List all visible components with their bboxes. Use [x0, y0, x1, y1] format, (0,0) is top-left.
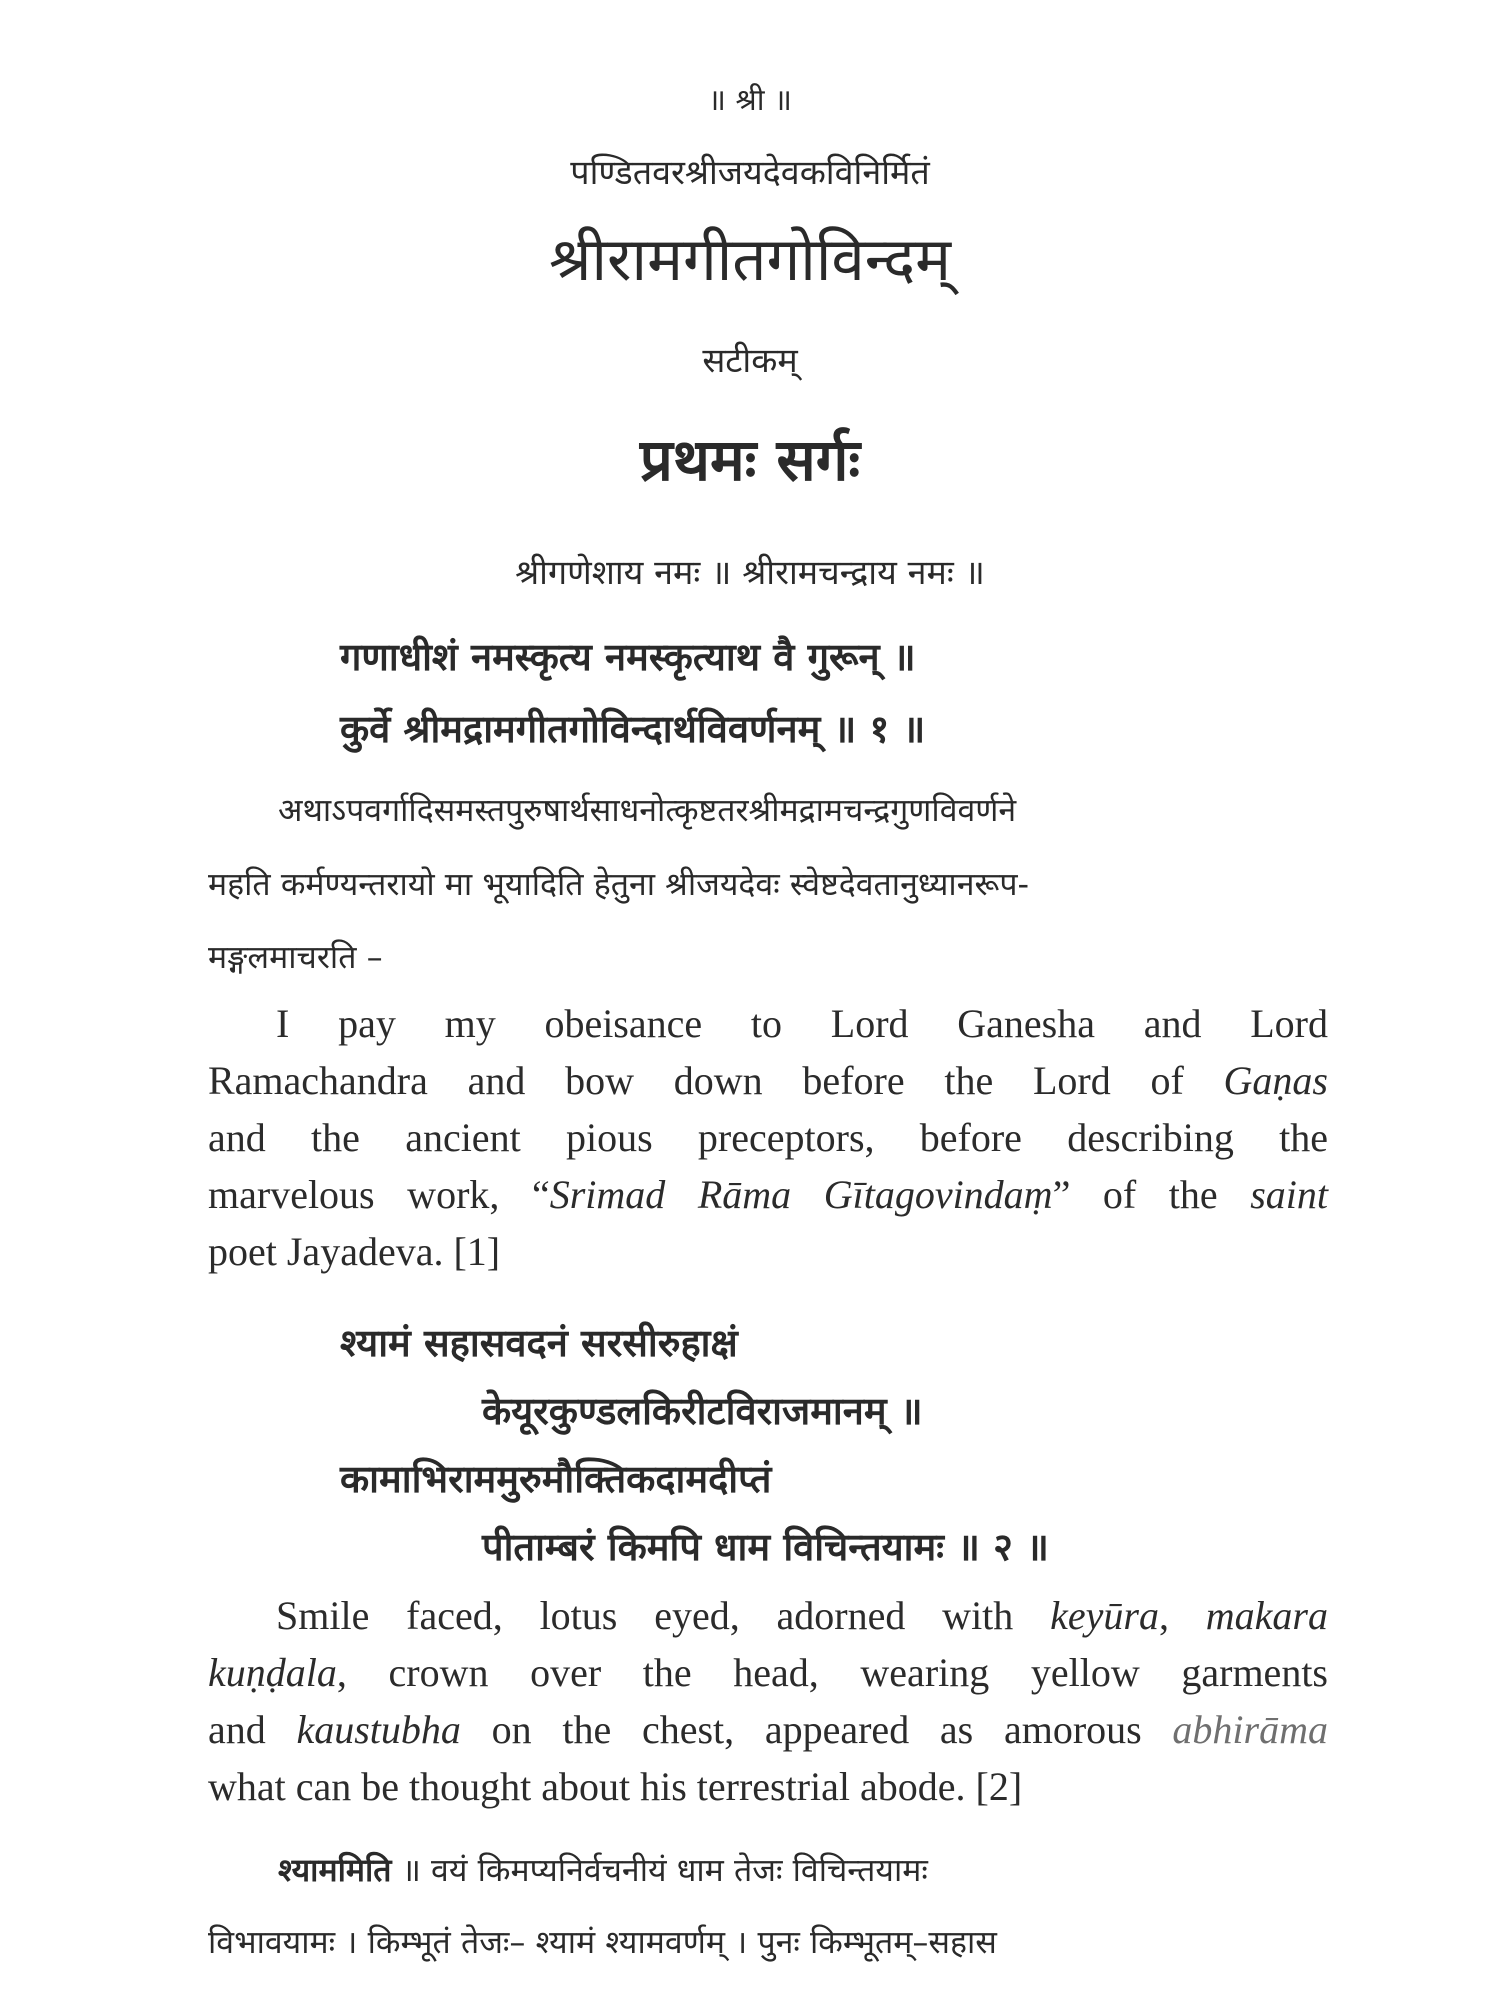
- verse-1-line-1: गणाधीशं नमस्कृत्य नमस्कृत्याथ वै गुरून् ॥: [340, 635, 916, 679]
- salutation: श्रीगणेशाय नमः ॥ श्रीरामचन्द्राय नमः ॥: [515, 553, 985, 593]
- translation-1: [208, 1000, 1328, 1285]
- commentary-2-line-1: श्याममिति ॥ वयं किमप्यनिर्वचनीयं धाम तेजः विचिन्तयामः: [278, 1851, 928, 1889]
- translation-2-line-2: kuṇḍala, crown over the head, wearing yellow garments: [208, 1650, 1328, 1695]
- translation-1-line-3: and the ancient pious preceptors, before describing the: [208, 1115, 1328, 1160]
- commentary-2-line-2: विभावयामः । किम्भूतं तेजः– श्यामं श्यामवर्णम् । पुनः किम्भूतम्–सहास: [208, 1923, 997, 1961]
- page-title: श्रीरामगीतगोविन्दम्: [549, 225, 951, 295]
- subtitle: सटीकम्: [702, 341, 798, 381]
- translation-2: [208, 1592, 1328, 1820]
- commentary-1-line-3: मङ्गलमाचरति –: [208, 938, 383, 976]
- translation-1-line-5: poet Jayadeva. [1]: [208, 1229, 501, 1274]
- translation-1-line-2: Ramachandra and bow down before the Lord of Gaṇas: [208, 1058, 1328, 1103]
- chapter-heading: प्रथमः सर्गः: [639, 426, 861, 494]
- commentary-1-line-1: अथाऽपवर्गादिसमस्तपुरुषार्थसाधनोत्कृष्टतरश्रीमद्रामचन्द्रगुणविवर्णने: [278, 791, 1017, 829]
- verse-2-line-3: कामाभिराममुरुमौक्तिकदामदीप्तं: [340, 1457, 772, 1501]
- translation-1-line-1: I pay my obeisance to Lord Ganesha and Lord: [276, 1001, 1328, 1046]
- verse-2-line-2: केयूरकुण्डलकिरीटविराजमानम् ॥: [482, 1389, 923, 1433]
- verse-1-line-2: कुर्वे श्रीमद्रामगीतगोविन्दार्थविवर्णनम् ॥ १ ॥: [340, 707, 926, 751]
- translation-2-line-3: and kaustubha on the chest, appeared as amorous abhirāma: [208, 1707, 1328, 1752]
- author-line: पण्डितवरश्रीजयदेवकविनिर्मितं: [570, 153, 930, 193]
- translation-1-line-4: marvelous work, “Srimad Rāma Gītagovindaṃ” of the saint: [208, 1172, 1328, 1217]
- verse-2-line-1: श्यामं सहासवदनं सरसीरुहाक्षं: [340, 1321, 738, 1365]
- invocation: ॥ श्री ॥: [707, 83, 793, 118]
- commentary-1-line-2: महति कर्मण्यन्तरायो मा भूयादिति हेतुना श्रीजयदेवः स्वेष्टदेवतानुध्यानरूप-: [208, 865, 1030, 903]
- translation-2-line-4: what can be thought about his terrestrial abode. [2]: [208, 1764, 1023, 1809]
- translation-2-line-1: Smile faced, lotus eyed, adorned with keyūra, makara: [276, 1593, 1328, 1638]
- verse-2-line-4: पीताम्बरं किमपि धाम विचिन्तयामः ॥ २ ॥: [482, 1525, 1049, 1569]
